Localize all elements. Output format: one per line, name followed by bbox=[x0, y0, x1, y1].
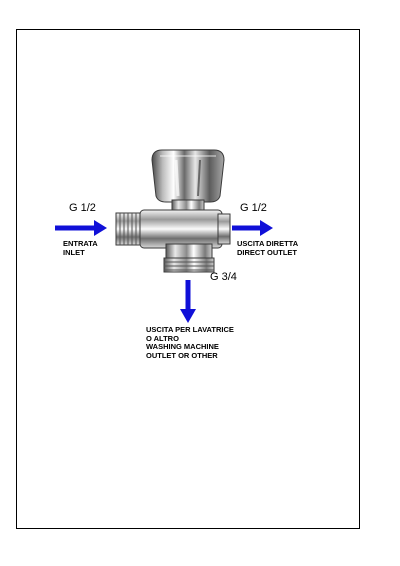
inlet-thread bbox=[116, 213, 142, 245]
inlet-caption-line: ENTRATA bbox=[63, 239, 98, 248]
inlet-caption-line: INLET bbox=[63, 247, 85, 257]
direct-outlet-size-label: G 1/2 bbox=[240, 202, 267, 214]
machine-outlet-caption-line: OUTLET OR OTHER bbox=[146, 350, 218, 360]
machine-outlet-size-label: G 3/4 bbox=[210, 271, 237, 283]
machine-outlet-caption-line: USCITA PER LAVATRICE bbox=[146, 325, 234, 334]
direct-outlet-caption bbox=[237, 240, 298, 257]
inlet-size-label: G 1/2 bbox=[69, 202, 96, 214]
direct-outlet-stub bbox=[218, 214, 230, 244]
machine-outlet-thread bbox=[164, 244, 214, 272]
valve-handle bbox=[152, 150, 224, 202]
direct-outlet-arrow bbox=[232, 220, 273, 236]
machine-outlet-caption-line: WASHING MACHINE bbox=[146, 342, 219, 352]
machine-outlet-arrow bbox=[180, 280, 196, 323]
machine-outlet-caption-line: O ALTRO bbox=[146, 333, 179, 343]
inlet-arrow bbox=[55, 220, 107, 236]
direct-outlet-caption-line: USCITA DIRETTA bbox=[237, 239, 299, 248]
valve-body bbox=[140, 210, 222, 248]
machine-outlet-caption bbox=[146, 326, 234, 361]
direct-outlet-caption-line: DIRECT OUTLET bbox=[237, 247, 297, 257]
inlet-caption bbox=[63, 240, 98, 257]
